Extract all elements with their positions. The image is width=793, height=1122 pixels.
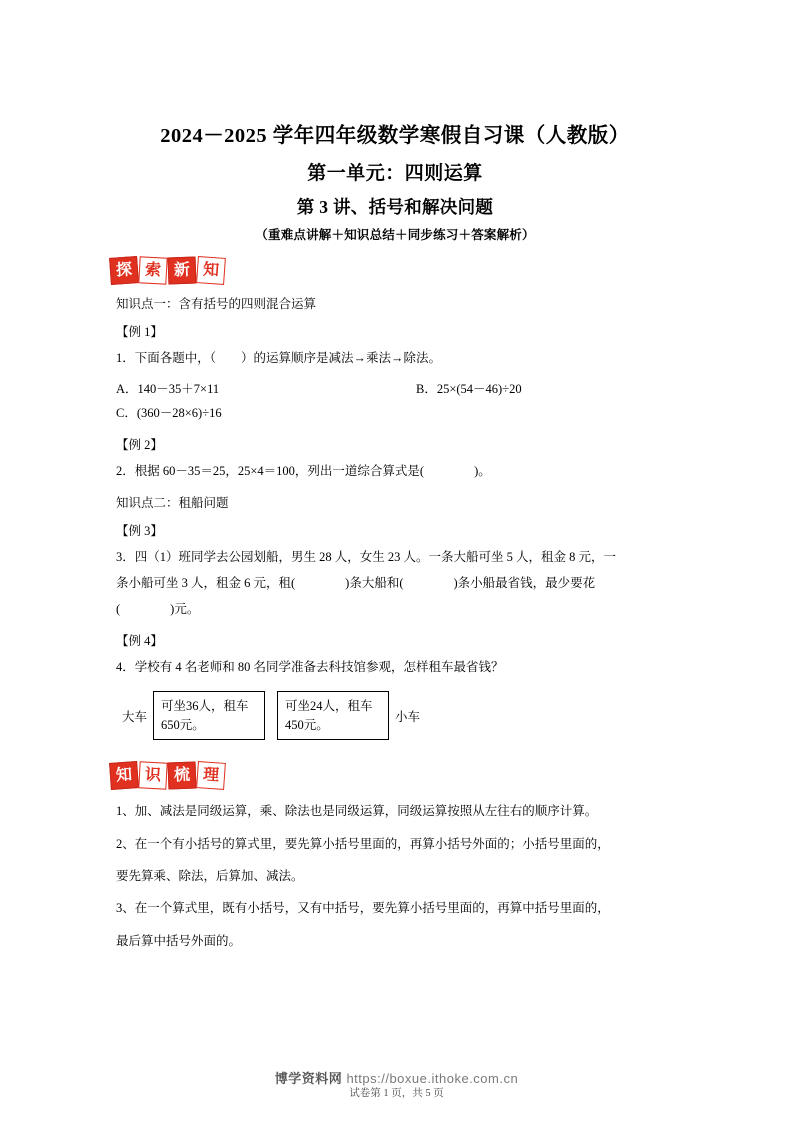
document-subtitle: （重难点讲解＋知识总结＋同步练习＋答案解析） xyxy=(255,228,535,242)
unit-title: 第一单元：四则运算 xyxy=(307,163,483,184)
example-2-label: 【例 2】 xyxy=(116,438,163,453)
big-vehicle-label: 大车 xyxy=(122,709,148,724)
summary-char-1: 知 xyxy=(109,761,139,790)
knowledge-point-1: 知识点一：含有括号的四则混合运算 xyxy=(116,297,317,311)
example-3-label: 【例 3】 xyxy=(116,524,163,539)
watermark-site-name: 博学资料网 xyxy=(274,1071,343,1086)
question-3-line-1: 3．四（1）班同学去公园划船，男生 28 人，女生 23 人。一条大船可坐 5 人，租金 8 元，一 xyxy=(116,550,617,565)
question-3-text xyxy=(116,547,680,621)
lesson-title: 第 3 讲、括号和解决问题 xyxy=(296,197,494,217)
section-header-explore xyxy=(110,257,680,284)
summary-item-2-line-2: 要先算乘、除法，后算加、减法。 xyxy=(116,869,304,883)
example-4-label: 【例 4】 xyxy=(116,633,163,648)
small-vehicle-label: 小车 xyxy=(395,709,421,724)
section-header-summary xyxy=(110,762,680,789)
page-title: 2024－2025 学年四年级数学寒假自习课（人教版） xyxy=(160,125,630,147)
explore-char-2: 索 xyxy=(138,256,167,284)
example-1-label: 【例 1】 xyxy=(116,325,163,339)
option-a: A．140－35＋7×11 xyxy=(116,381,220,396)
document-content xyxy=(110,118,680,961)
summary-item-3-line-2: 最后算中括号外面的。 xyxy=(116,933,242,948)
summary-char-3: 梳 xyxy=(168,762,197,790)
summary-item-3-line-1: 3、在一个算式里，既有小括号，又有中括号，要先算小括号里面的，再算中括号里面的， xyxy=(116,901,610,916)
question-3-line-3: ( )元。 xyxy=(116,602,200,616)
summary-item-2-line-1: 2、在一个有小括号的算式里，要先算小括号里面的，再算小括号外面的；小括号里面的， xyxy=(116,836,610,851)
big-vehicle-box: 可坐36人，租车650元。 xyxy=(153,691,265,741)
question-1-options xyxy=(116,378,680,426)
question-4-text: 4．学校有 4 名老师和 80 名同学准备去科技馆参观，怎样租车最省钱？ xyxy=(116,659,504,674)
question-3-line-2: 条小船可坐 3 人，租金 6 元，租( )条大船和( )条小船最省钱，最少要花 xyxy=(116,576,596,591)
question-1-text: 1．下面各题中，（ ）的运算顺序是减法→乘法→除法。 xyxy=(116,351,442,365)
option-c: C．(360－28×6)÷16 xyxy=(116,405,222,420)
small-vehicle-box: 可坐24人，租车450元。 xyxy=(277,691,389,741)
explore-char-1: 探 xyxy=(109,256,139,285)
watermark-url: https://boxue.ithoke.com.cn xyxy=(346,1071,519,1086)
explore-char-4: 知 xyxy=(196,256,226,285)
explore-char-3: 新 xyxy=(168,257,197,285)
summary-item-1: 1、加、减法是同级运算，乘、除法也是同级运算，同级运算按照从左往右的顺序计算。 xyxy=(116,804,598,819)
summary-char-4: 理 xyxy=(196,761,226,790)
page-indicator: 试卷第 1 页，共 5 页 xyxy=(349,1088,444,1099)
summary-list xyxy=(116,799,680,953)
question-2-text: 2．根据 60－35＝25，25×4＝100，列出一道综合算式是( )。 xyxy=(116,464,491,479)
summary-char-2: 识 xyxy=(138,762,167,790)
option-b: B．25×(54－46)÷20 xyxy=(416,381,522,396)
vehicle-info-group xyxy=(116,691,680,741)
knowledge-point-2: 知识点二：租船问题 xyxy=(116,496,229,511)
